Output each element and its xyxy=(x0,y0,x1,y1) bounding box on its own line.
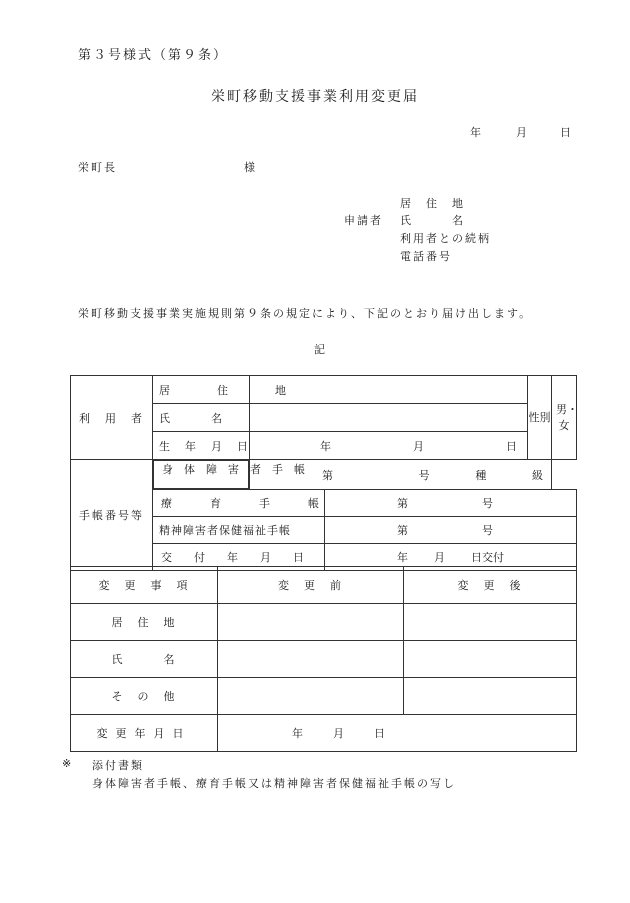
date-day: 日 xyxy=(560,126,571,139)
birth-year: 年 xyxy=(320,439,331,453)
handbook-section-header: 手帳番号等 xyxy=(71,460,153,571)
handbook-mental-label: 精神障害者保健福祉手帳 xyxy=(153,517,325,544)
user-birthdate-label: 生 年 月 日 xyxy=(153,432,250,460)
handbook-ryoiku-label: 療育手帳 xyxy=(153,490,325,517)
attachment-text: 身体障害者手帳、療育手帳又は精神障害者保健福祉手帳の写し xyxy=(92,777,456,790)
change-row-other-label: そ の 他 xyxy=(71,678,218,715)
applicant-name-label: 氏 名 xyxy=(400,214,465,227)
handbook-mental-field[interactable]: 第 号 xyxy=(325,517,577,544)
change-other-after[interactable] xyxy=(404,678,577,715)
handbook-physical-field[interactable]: 第 号 種 級 xyxy=(250,460,552,490)
addressee-name: 栄町長 xyxy=(78,161,117,174)
ki-label: 記 xyxy=(314,343,325,356)
user-name-label: 氏 名 xyxy=(153,404,250,432)
applicant-address-label: 居 住 地 xyxy=(400,197,465,210)
change-date-label: 変更年月日 xyxy=(71,715,218,752)
user-name-field[interactable] xyxy=(250,404,528,432)
applicant-phone-label: 電話番号 xyxy=(400,250,452,263)
user-section-header: 利 用 者 xyxy=(71,376,153,460)
birth-day: 日 xyxy=(506,439,517,453)
change-item-header: 変 更 事 項 xyxy=(71,567,218,604)
handbook-ryoiku-field[interactable]: 第 号 xyxy=(325,490,577,517)
change-row-address-label: 居 住 地 xyxy=(71,604,218,641)
applicant-label: 申請者 xyxy=(344,214,383,227)
user-birthdate-field[interactable] xyxy=(250,432,528,460)
change-after-header: 変 更 後 xyxy=(404,567,577,604)
attachment-mark: ※ xyxy=(62,757,72,770)
addressee-honorific: 様 xyxy=(244,161,255,174)
date-month: 月 xyxy=(516,126,527,139)
change-row-name-label: 氏 名 xyxy=(71,641,218,678)
user-address-label: 居 住 地 xyxy=(153,376,250,404)
handbook-issue-date-label: 交付年月日 xyxy=(153,544,325,571)
change-date-field[interactable]: 年 月 日 xyxy=(218,715,577,752)
sex-label: 性別 xyxy=(528,376,552,460)
change-table xyxy=(70,566,577,752)
date-year: 年 xyxy=(470,126,481,139)
user-info-table xyxy=(70,375,577,571)
body-text: 栄町移動支援事業実施規則第９条の規定により、下記のとおり届け出します。 xyxy=(78,307,533,320)
attachment-title: 添付書類 xyxy=(92,759,144,772)
birth-month: 月 xyxy=(413,439,424,453)
change-address-after[interactable] xyxy=(404,604,577,641)
change-name-after[interactable] xyxy=(404,641,577,678)
change-name-before[interactable] xyxy=(218,641,404,678)
handbook-issue-date-field[interactable]: 年 月 日交付 xyxy=(325,544,577,571)
change-before-header: 変 更 前 xyxy=(218,567,404,604)
handbook-physical-label: 身体障害者手帳 xyxy=(153,460,249,489)
change-address-before[interactable] xyxy=(218,604,404,641)
sex-options[interactable]: 男・女 xyxy=(552,376,577,460)
change-other-before[interactable] xyxy=(218,678,404,715)
document-title: 栄町移動支援事業利用変更届 xyxy=(211,89,419,105)
form-number: 第３号様式（第９条） xyxy=(78,48,229,63)
applicant-relation-label: 利用者との続柄 xyxy=(400,232,491,245)
